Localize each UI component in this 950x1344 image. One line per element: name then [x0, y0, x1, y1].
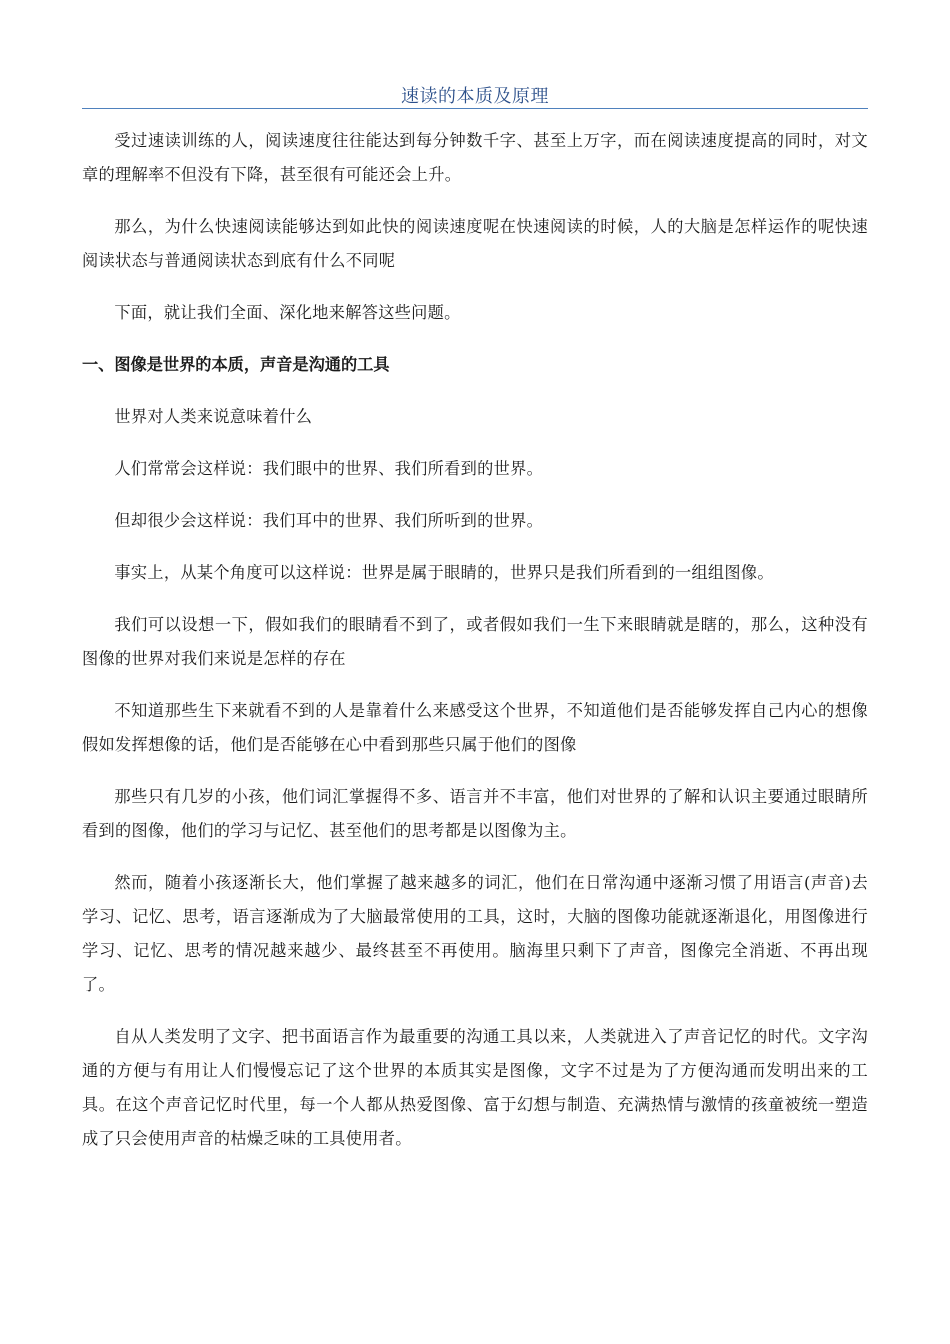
paragraph: 我们可以设想一下，假如我们的眼睛看不到了，或者假如我们一生下来眼睛就是瞎的，那么，这种没有图像的世界对我们来说是怎样的存在 [82, 615, 868, 668]
section-heading: 一、图像是世界的本质，声音是沟通的工具 [82, 355, 390, 374]
document-body [82, 124, 868, 1174]
paragraph: 受过速读训练的人，阅读速度往往能达到每分钟数千字、甚至上万字，而在阅读速度提高的同时，对文章的理解率不但没有下降，甚至很有可能还会上升。 [82, 131, 868, 184]
page-header [82, 80, 868, 109]
page-title: 速读的本质及原理 [401, 86, 549, 107]
paragraph: 世界对人类来说意味着什么 [114, 407, 313, 426]
paragraph: 人们常常会这样说：我们眼中的世界、我们所看到的世界。 [114, 459, 544, 478]
paragraph: 自从人类发明了文字、把书面语言作为最重要的沟通工具以来，人类就进入了声音记忆的时代。文字沟通的方便与有用让人们慢慢忘记了这个世界的本质其实是图像，文字不过是为了方便沟通而发明出来的工具。在这个声音记忆时代里，每一个人都从热爱图像、富于幻想与制造、充满热情与激情的孩童被统一塑造成了只会使用声音的枯燥乏味的工具使用者。 [82, 1027, 868, 1148]
paragraph: 但却很少会这样说：我们耳中的世界、我们所听到的世界。 [114, 511, 544, 530]
paragraph: 事实上，从某个角度可以这样说：世界是属于眼睛的，世界只是我们所看到的一组组图像。 [114, 563, 774, 582]
paragraph: 那么，为什么快速阅读能够达到如此快的阅读速度呢在快速阅读的时候，人的大脑是怎样运作的呢快速阅读状态与普通阅读状态到底有什么不同呢 [82, 217, 868, 270]
paragraph: 下面，就让我们全面、深化地来解答这些问题。 [114, 303, 461, 322]
paragraph: 不知道那些生下来就看不到的人是靠着什么来感受这个世界，不知道他们是否能够发挥自己内心的想像假如发挥想像的话，他们是否能够在心中看到那些只属于他们的图像 [82, 701, 868, 754]
paragraph: 然而，随着小孩逐渐长大，他们掌握了越来越多的词汇，他们在日常沟通中逐渐习惯了用语言(声音)去学习、记忆、思考，语言逐渐成为了大脑最常使用的工具，这时，大脑的图像功能就逐渐退化，用图像进行学习、记忆、思考的情况越来越少、最终甚至不再使用。脑海里只剩下了声音，图像完全消逝、不再出现了。 [82, 873, 868, 994]
paragraph: 那些只有几岁的小孩，他们词汇掌握得不多、语言并不丰富，他们对世界的了解和认识主要通过眼睛所看到的图像，他们的学习与记忆、甚至他们的思考都是以图像为主。 [82, 787, 868, 840]
